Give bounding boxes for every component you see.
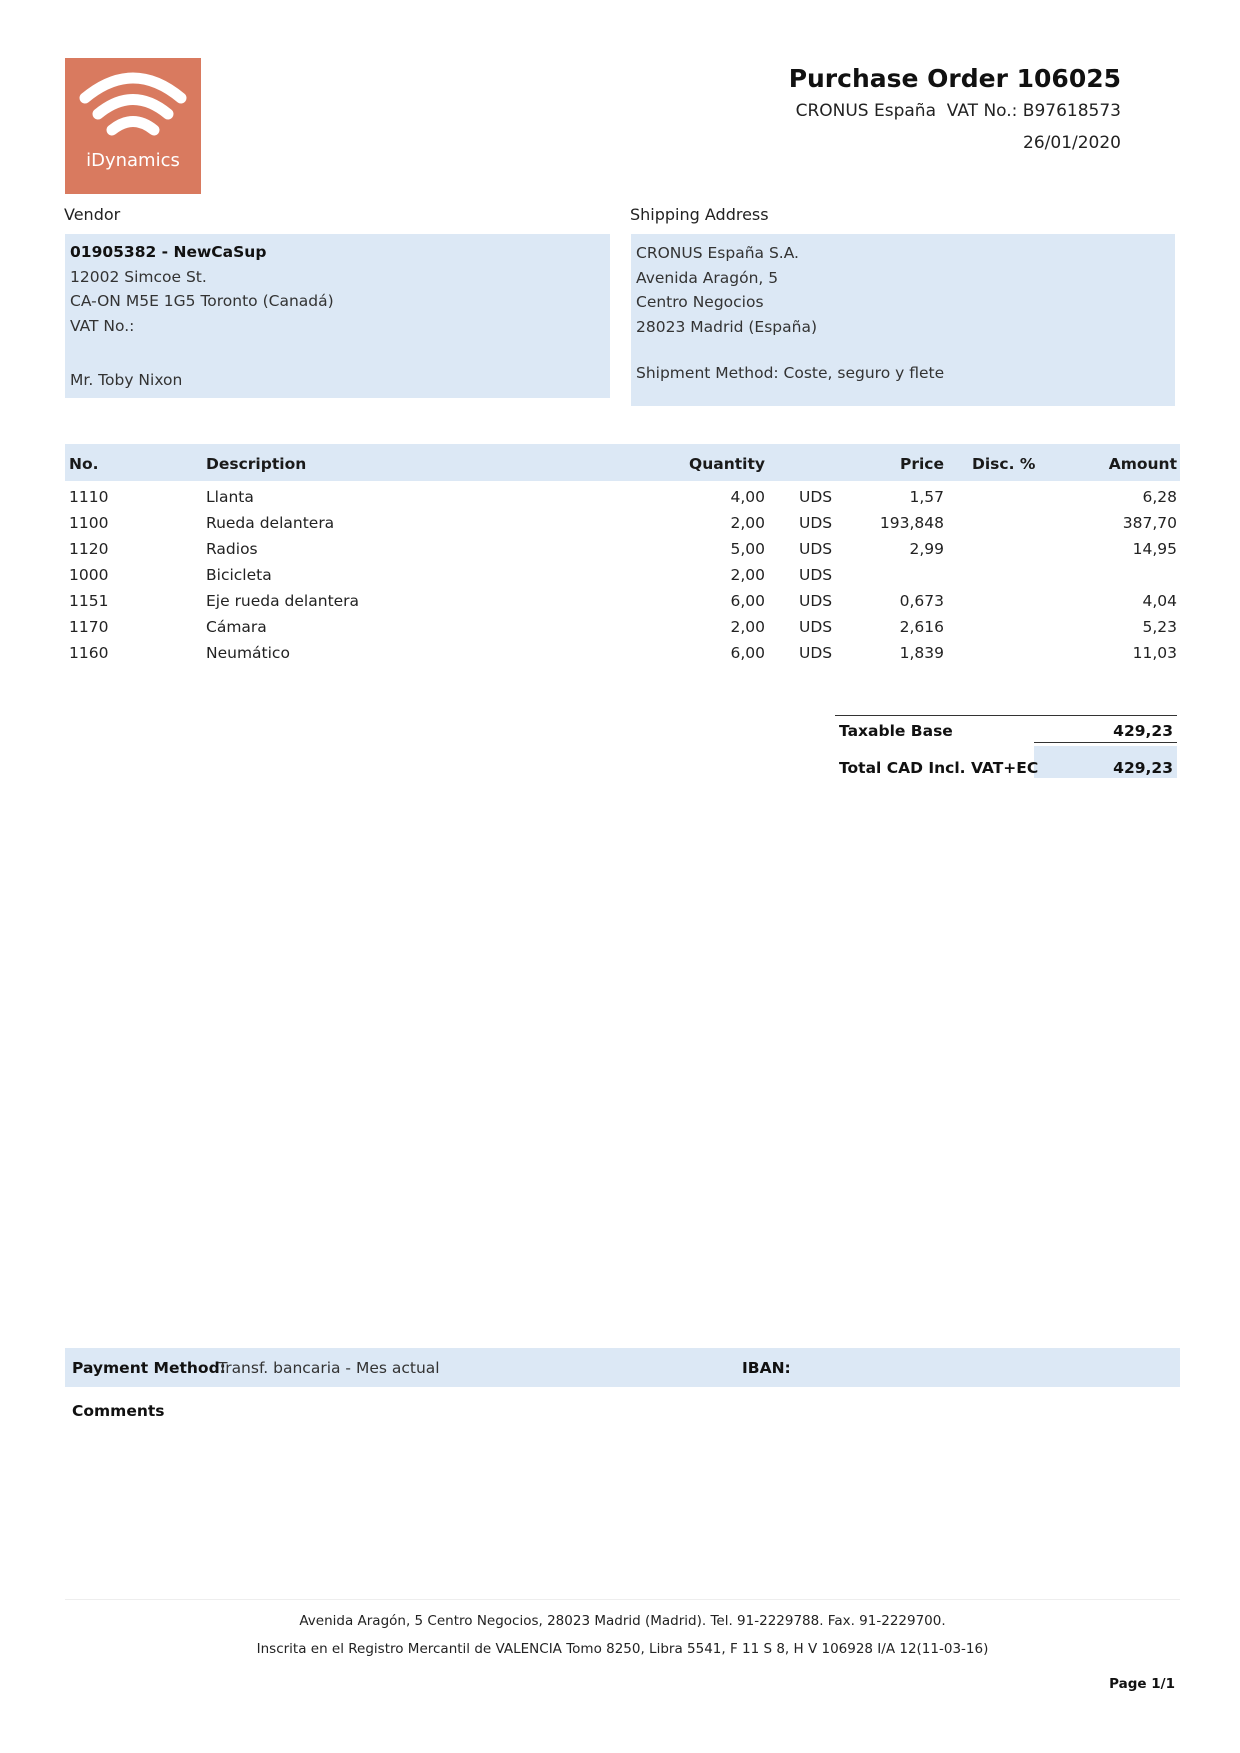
- company-logo: [65, 58, 201, 194]
- cell-unit: UDS: [799, 644, 833, 662]
- table-row: [65, 644, 1180, 670]
- items-table-body: [65, 488, 1180, 678]
- col-no: No.: [69, 455, 99, 473]
- cell-price: 0,673: [899, 592, 944, 610]
- cell-no: 1160: [69, 644, 109, 662]
- vendor-contact: Mr. Toby Nixon: [70, 371, 183, 389]
- payment-bar: [65, 1348, 1180, 1387]
- cell-no: 1100: [69, 514, 109, 532]
- cell-amount: 11,03: [1132, 644, 1177, 662]
- cell-no: 1120: [69, 540, 109, 558]
- vendor-vat: VAT No.:: [70, 317, 135, 335]
- shipping-name: CRONUS España S.A.: [636, 244, 799, 262]
- shipping-address-3: 28023 Madrid (España): [636, 318, 818, 336]
- totals-divider: [835, 715, 1177, 716]
- cell-quantity: 2,00: [730, 514, 765, 532]
- col-disc: Disc. %: [972, 455, 1036, 473]
- shipping-address-2: Centro Negocios: [636, 293, 764, 311]
- col-amount: Amount: [1108, 455, 1177, 473]
- cell-description: Rueda delantera: [206, 514, 335, 532]
- document-date: 26/01/2020: [1023, 133, 1121, 153]
- cell-unit: UDS: [799, 566, 833, 584]
- company-vat-line: CRONUS España VAT No.: B97618573: [795, 101, 1121, 121]
- col-quantity: Quantity: [689, 455, 765, 473]
- vendor-name: 01905382 - NewCaSup: [70, 243, 267, 261]
- col-description: Description: [206, 455, 307, 473]
- cell-quantity: 6,00: [730, 644, 765, 662]
- table-row: [65, 592, 1180, 618]
- cell-price: 193,848: [879, 514, 944, 532]
- total-label: Total CAD Incl. VAT+EC: [839, 759, 1039, 777]
- cell-amount: 6,28: [1142, 488, 1177, 506]
- table-row: [65, 540, 1180, 566]
- cell-no: 1110: [69, 488, 109, 506]
- cell-unit: UDS: [799, 540, 833, 558]
- cell-description: Cámara: [206, 618, 267, 636]
- col-price: Price: [899, 455, 944, 473]
- items-table-header: [65, 444, 1180, 481]
- cell-description: Neumático: [206, 644, 290, 662]
- logo-text: iDynamics: [86, 150, 180, 171]
- cell-amount: 4,04: [1142, 592, 1177, 610]
- table-row: [65, 618, 1180, 644]
- shipping-address-1: Avenida Aragón, 5: [636, 269, 779, 287]
- shipping-panel: [631, 234, 1175, 406]
- taxable-base-label: Taxable Base: [839, 722, 953, 740]
- cell-no: 1170: [69, 618, 109, 636]
- cell-unit: UDS: [799, 514, 833, 532]
- cell-description: Bicicleta: [206, 566, 272, 584]
- payment-method-value: Transf. bancaria - Mes actual: [218, 1359, 440, 1377]
- cell-price: 1,57: [909, 488, 944, 506]
- page-number: Page 1/1: [1109, 1676, 1175, 1692]
- iban-label: IBAN:: [742, 1359, 791, 1377]
- cell-quantity: 6,00: [730, 592, 765, 610]
- cell-no: 1151: [69, 592, 109, 610]
- table-row: [65, 566, 1180, 592]
- cell-price: 1,839: [899, 644, 944, 662]
- payment-method-label: Payment Method:: [72, 1359, 226, 1377]
- cell-quantity: 2,00: [730, 566, 765, 584]
- cell-price: 2,616: [899, 618, 944, 636]
- cell-quantity: 5,00: [730, 540, 765, 558]
- vendor-address-2: CA-ON M5E 1G5 Toronto (Canadá): [70, 292, 334, 310]
- cell-amount: 14,95: [1132, 540, 1177, 558]
- cell-quantity: 4,00: [730, 488, 765, 506]
- cell-amount: 387,70: [1122, 514, 1177, 532]
- table-row: [65, 488, 1180, 514]
- taxable-underline: [1034, 742, 1177, 743]
- footer-registry: Inscrita en el Registro Mercantil de VALENCIA Tomo 8250, Libra 5541, F 11 S 8, H V 106928 I/A 12(11-03-16): [256, 1641, 989, 1657]
- table-row: [65, 514, 1180, 540]
- shipment-method: Shipment Method: Coste, seguro y flete: [636, 364, 945, 382]
- comments-label: Comments: [72, 1402, 165, 1420]
- cell-unit: UDS: [799, 592, 833, 610]
- total-value: 429,23: [1113, 759, 1173, 777]
- cell-price: 2,99: [909, 540, 944, 558]
- taxable-base-value: 429,23: [1113, 722, 1173, 740]
- footer-divider: [65, 1599, 1180, 1600]
- vendor-label: Vendor: [64, 205, 121, 224]
- shipping-label: Shipping Address: [630, 205, 769, 224]
- cell-description: Radios: [206, 540, 258, 558]
- vendor-panel: [65, 234, 610, 398]
- footer-address: Avenida Aragón, 5 Centro Negocios, 28023 Madrid (Madrid). Tel. 91-2229788. Fax. 91-2229700.: [299, 1613, 946, 1629]
- cell-amount: 5,23: [1142, 618, 1177, 636]
- cell-unit: UDS: [799, 618, 833, 636]
- cell-description: Eje rueda delantera: [206, 592, 360, 610]
- vendor-address-1: 12002 Simcoe St.: [70, 268, 207, 286]
- cell-no: 1000: [69, 566, 109, 584]
- document-title: Purchase Order 106025: [788, 64, 1121, 93]
- cell-description: Llanta: [206, 488, 254, 506]
- wifi-icon: [65, 58, 201, 194]
- cell-quantity: 2,00: [730, 618, 765, 636]
- cell-unit: UDS: [799, 488, 833, 506]
